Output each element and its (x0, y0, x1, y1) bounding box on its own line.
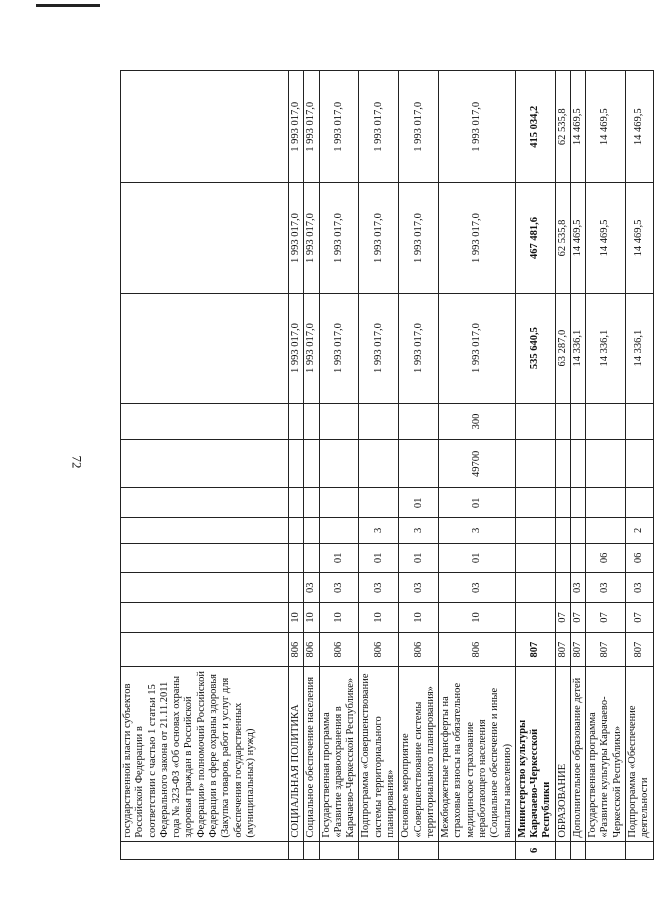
row-number (555, 841, 570, 859)
section-code (515, 603, 555, 633)
amount-year-3: 1 993 017,0 (289, 71, 304, 183)
amount-year-1: 1 993 017,0 (439, 293, 516, 403)
activity-code (304, 488, 319, 518)
table-row (570, 71, 585, 860)
program-code: 06 (586, 543, 626, 573)
amount-year-2: 14 469,5 (586, 183, 626, 293)
table-row (319, 71, 359, 860)
subprogram-code: 3 (399, 518, 439, 543)
direction-code (319, 440, 359, 488)
expense-type-code: 300 (439, 403, 516, 440)
row-number: 6 (515, 841, 555, 859)
ministry-code (121, 632, 289, 666)
table-row (399, 71, 439, 860)
row-name: Подпрограмма «Обеспечение деятельности (626, 667, 654, 841)
direction-code: 49700 (439, 440, 516, 488)
table-row (359, 71, 399, 860)
amount-year-2: 1 993 017,0 (289, 183, 304, 293)
program-code: 01 (319, 543, 359, 573)
row-name: ОБРАЗОВАНИЕ (555, 667, 570, 841)
table-row (515, 71, 555, 860)
expense-type-code (626, 403, 654, 440)
subsection-code: 03 (319, 573, 359, 603)
subprogram-code (289, 518, 304, 543)
row-name: Государственная программа «Развитие здравоохранения в Карачаево-Черкесской Республике» (319, 667, 359, 841)
ministry-code: 807 (570, 632, 585, 666)
direction-code (586, 440, 626, 488)
subsection-code: 03 (586, 573, 626, 603)
program-code (570, 543, 585, 573)
direction-code (555, 440, 570, 488)
row-number (586, 841, 626, 859)
section-code: 07 (626, 603, 654, 633)
amount-year-1: 1 993 017,0 (359, 293, 399, 403)
budget-table-sheet (120, 70, 651, 860)
amount-year-1: 63 287,0 (555, 293, 570, 403)
amount-year-2: 1 993 017,0 (319, 183, 359, 293)
expense-type-code (319, 403, 359, 440)
amount-year-3: 14 469,5 (586, 71, 626, 183)
row-number (439, 841, 516, 859)
table-row (555, 71, 570, 860)
amount-year-1: 14 336,1 (626, 293, 654, 403)
table-row (626, 71, 654, 860)
amount-year-2: 1 993 017,0 (439, 183, 516, 293)
direction-code (304, 440, 319, 488)
subsection-code: 03 (359, 573, 399, 603)
row-number (319, 841, 359, 859)
expense-type-code (555, 403, 570, 440)
program-code (121, 543, 289, 573)
amount-year-3: 1 993 017,0 (399, 71, 439, 183)
direction-code (359, 440, 399, 488)
amount-year-3: 415 034,2 (515, 71, 555, 183)
amount-year-3 (121, 71, 289, 183)
program-code: 01 (399, 543, 439, 573)
row-number (359, 841, 399, 859)
activity-code (626, 488, 654, 518)
section-code: 07 (570, 603, 585, 633)
activity-code (515, 488, 555, 518)
program-code: 01 (359, 543, 399, 573)
expense-type-code (121, 403, 289, 440)
section-code (121, 603, 289, 633)
subsection-code: 03 (439, 573, 516, 603)
ministry-code: 807 (626, 632, 654, 666)
program-code: 06 (626, 543, 654, 573)
section-code: 10 (359, 603, 399, 633)
subsection-code: 03 (570, 573, 585, 603)
ministry-code: 807 (555, 632, 570, 666)
program-code (289, 543, 304, 573)
activity-code (319, 488, 359, 518)
amount-year-2: 1 993 017,0 (304, 183, 319, 293)
program-code (555, 543, 570, 573)
row-number (304, 841, 319, 859)
table-row (586, 71, 626, 860)
subprogram-code (121, 518, 289, 543)
amount-year-1: 1 993 017,0 (289, 293, 304, 403)
budget-table (120, 70, 654, 860)
program-code (304, 543, 319, 573)
ministry-code: 806 (359, 632, 399, 666)
top-rule (36, 4, 100, 7)
subsection-code: 03 (626, 573, 654, 603)
subprogram-code (319, 518, 359, 543)
activity-code: 01 (399, 488, 439, 518)
section-code: 10 (439, 603, 516, 633)
amount-year-3: 14 469,5 (570, 71, 585, 183)
table-row (121, 71, 289, 860)
ministry-code: 807 (586, 632, 626, 666)
amount-year-3: 62 535,8 (555, 71, 570, 183)
expense-type-code (289, 403, 304, 440)
amount-year-1: 1 993 017,0 (319, 293, 359, 403)
amount-year-3: 1 993 017,0 (359, 71, 399, 183)
row-name: Социальное обеспечение населения (304, 667, 319, 841)
activity-code (570, 488, 585, 518)
expense-type-code (570, 403, 585, 440)
direction-code (626, 440, 654, 488)
subprogram-code (304, 518, 319, 543)
ministry-code: 807 (515, 632, 555, 666)
ministry-code: 806 (289, 632, 304, 666)
amount-year-1: 1 993 017,0 (399, 293, 439, 403)
amount-year-1: 14 336,1 (586, 293, 626, 403)
activity-code (586, 488, 626, 518)
ministry-code: 806 (319, 632, 359, 666)
amount-year-3: 1 993 017,0 (304, 71, 319, 183)
section-code: 10 (289, 603, 304, 633)
ministry-code: 806 (304, 632, 319, 666)
section-code: 10 (304, 603, 319, 633)
table-row (439, 71, 516, 860)
activity-code (121, 488, 289, 518)
program-code (515, 543, 555, 573)
expense-type-code (399, 403, 439, 440)
activity-code (289, 488, 304, 518)
amount-year-3: 14 469,5 (626, 71, 654, 183)
row-name: Дополнительное образование детей (570, 667, 585, 841)
expense-type-code (586, 403, 626, 440)
row-name: Государственная программа «Развитие культуры Карачаево-Черкесской Республики» (586, 667, 626, 841)
direction-code (570, 440, 585, 488)
subprogram-code: 2 (626, 518, 654, 543)
subsection-code: 03 (304, 573, 319, 603)
expense-type-code (359, 403, 399, 440)
direction-code (121, 440, 289, 488)
row-number (570, 841, 585, 859)
direction-code (515, 440, 555, 488)
subprogram-code (515, 518, 555, 543)
amount-year-1: 535 640,5 (515, 293, 555, 403)
row-name: СОЦИАЛЬНАЯ ПОЛИТИКА (289, 667, 304, 841)
amount-year-2: 1 993 017,0 (399, 183, 439, 293)
amount-year-2 (121, 183, 289, 293)
row-name: Министерство культуры Карачаево-Черкесской Республики (515, 667, 555, 841)
section-code: 10 (399, 603, 439, 633)
row-number (399, 841, 439, 859)
activity-code (359, 488, 399, 518)
row-name: Подпрограмма «Совершенствование системы территориального планирования» (359, 667, 399, 841)
expense-type-code (515, 403, 555, 440)
activity-code (555, 488, 570, 518)
subprogram-code (586, 518, 626, 543)
amount-year-2: 14 469,5 (626, 183, 654, 293)
subsection-code (555, 573, 570, 603)
ministry-code: 806 (399, 632, 439, 666)
row-number (289, 841, 304, 859)
section-code: 07 (555, 603, 570, 633)
amount-year-1: 14 336,1 (570, 293, 585, 403)
row-number (121, 841, 289, 859)
subprogram-code (570, 518, 585, 543)
row-number (626, 841, 654, 859)
amount-year-2: 467 481,6 (515, 183, 555, 293)
page-number: 72 (69, 455, 85, 469)
amount-year-1: 1 993 017,0 (304, 293, 319, 403)
subsection-code (121, 573, 289, 603)
subprogram-code (555, 518, 570, 543)
subprogram-code: 3 (359, 518, 399, 543)
direction-code (289, 440, 304, 488)
amount-year-1 (121, 293, 289, 403)
direction-code (399, 440, 439, 488)
subsection-code (515, 573, 555, 603)
section-code: 07 (586, 603, 626, 633)
program-code: 01 (439, 543, 516, 573)
table-row (304, 71, 319, 860)
row-name: государственной власти субъектов Российской Федерации в соответствии с частью 1 статьи 15 Федерального закона от 21.11.2011 года № 323-ФЗ «Об основах охраны здоровья граждан в Российской Федерации» полномочий Российской Федерации в сфере охраны здоровья (Закупка товаров, работ и услуг для обеспечения государственных (муниципальных) нужд) (121, 667, 289, 841)
amount-year-2: 14 469,5 (570, 183, 585, 293)
subsection-code: 03 (399, 573, 439, 603)
subsection-code (289, 573, 304, 603)
row-name: Межбюджетные трансферты на страховые взносы на обязательное медицинское страхование неработающего населения (Социальное обеспечение и иные выплаты населению) (439, 667, 516, 841)
amount-year-2: 62 535,8 (555, 183, 570, 293)
amount-year-2: 1 993 017,0 (359, 183, 399, 293)
expense-type-code (304, 403, 319, 440)
section-code: 10 (319, 603, 359, 633)
activity-code: 01 (439, 488, 516, 518)
amount-year-3: 1 993 017,0 (319, 71, 359, 183)
amount-year-3: 1 993 017,0 (439, 71, 516, 183)
ministry-code: 806 (439, 632, 516, 666)
subprogram-code: 3 (439, 518, 516, 543)
row-name: Основное мероприятие «Совершенствование системы территориального планирования» (399, 667, 439, 841)
table-row (289, 71, 304, 860)
